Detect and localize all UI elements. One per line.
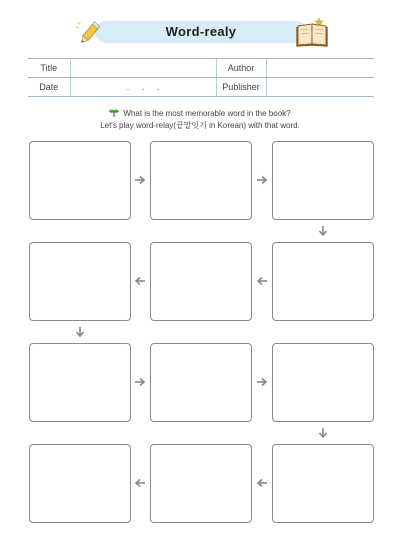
publisher-label: Publisher [216,78,266,97]
book-icon [295,17,329,47]
word-box-3[interactable] [272,141,374,220]
instruction-text-1: What is the most memorable word in the book? [123,109,291,118]
arrow-left-icon [134,478,146,488]
word-box-11[interactable] [150,444,252,523]
arrow-down-icon [318,225,328,237]
word-box-5[interactable] [150,242,252,321]
word-box-6[interactable] [29,242,131,321]
arrow-right-icon [134,175,146,185]
word-box-1[interactable] [29,141,131,220]
word-box-4[interactable] [272,242,374,321]
arrow-right-icon [256,377,268,387]
instruction-line-1 [0,108,400,118]
pencil-icon [74,18,104,48]
info-row-title [28,59,374,78]
arrow-down-icon [318,427,328,439]
date-label: Date [28,78,70,97]
arrow-left-icon [134,276,146,286]
word-box-9[interactable] [272,343,374,422]
arrow-down-icon [75,326,85,338]
instruction-line-2: Let's play word-relay(끝말잇기 in Korean) with that word. [100,121,300,130]
arrow-right-icon [134,377,146,387]
word-box-12[interactable] [29,444,131,523]
publisher-field[interactable] [266,78,374,97]
word-box-2[interactable] [150,141,252,220]
word-box-10[interactable] [272,444,374,523]
info-row-date [28,78,374,97]
arrow-right-icon [256,175,268,185]
book-info-table [28,58,374,97]
author-label: Author [216,59,266,78]
word-box-7[interactable] [29,343,131,422]
word-box-8[interactable] [150,343,252,422]
author-field[interactable] [266,59,374,78]
date-field[interactable]: . . . [70,78,216,97]
arrow-left-icon [256,478,268,488]
page-title: Word-realy [165,24,237,39]
title-label: Title [28,59,70,78]
sprout-icon [109,108,119,117]
arrow-left-icon [256,276,268,286]
title-field[interactable] [70,59,216,78]
